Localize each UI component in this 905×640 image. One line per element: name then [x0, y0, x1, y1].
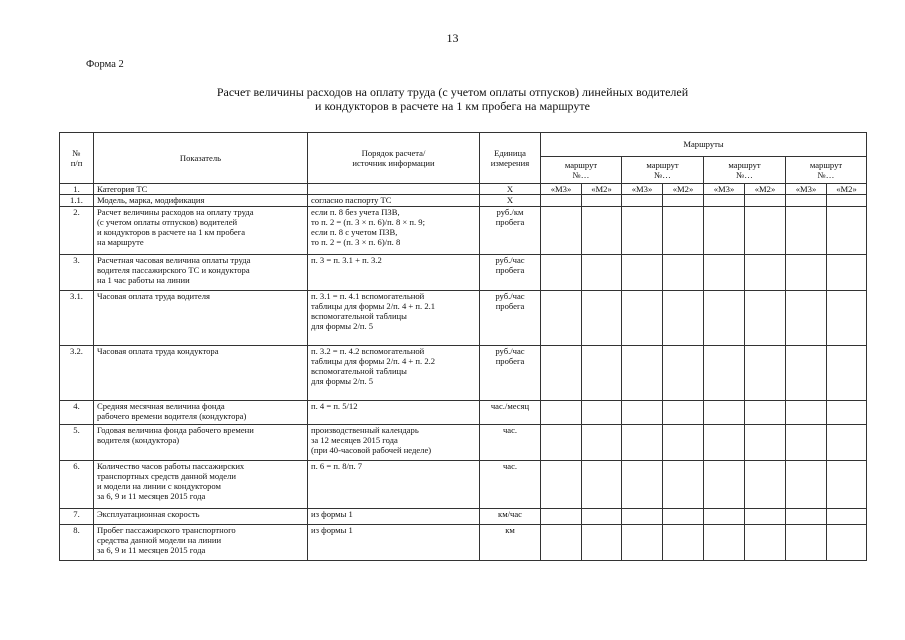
row-num-text: 5.: [73, 424, 80, 435]
route-value-cell: [663, 424, 704, 460]
table-row: [60, 400, 867, 424]
row-order-text: если п. 8 без учета ПЗВ, то п. 2 = (п. 3 × п. 6)/п. 8 × п. 9; если п. 8 с учетом ПЗВ, то п. 2 = (п. 3 × п. 6)/п. 8: [311, 206, 425, 248]
route-value-cell: [745, 206, 786, 254]
row-indicator: [94, 254, 308, 290]
route-value-cell: [582, 195, 622, 206]
route-value-cell: [663, 345, 704, 400]
row-unit: [480, 195, 541, 206]
route-value-cell: [663, 254, 704, 290]
row-num-text: 2.: [73, 206, 80, 217]
header-route-1: маршрут №…: [541, 157, 622, 184]
route-category-m3-text: «М3»: [795, 184, 817, 194]
route-value-cell: [786, 508, 827, 524]
row-num: [60, 206, 94, 254]
route-value-cell: [541, 290, 582, 345]
row-order-text: п. 3 = п. 3.1 + п. 3.2: [311, 254, 382, 265]
form-label: Форма 2: [86, 59, 124, 70]
route-category-m2: [745, 184, 786, 195]
route-value-cell: [745, 508, 786, 524]
row-num: [60, 424, 94, 460]
route-value-cell: [827, 290, 867, 345]
row-num: [60, 290, 94, 345]
route-value-cell: [541, 508, 582, 524]
row-unit-text: час.: [502, 460, 518, 471]
route-value-cell: [827, 400, 867, 424]
route-value-cell: [704, 524, 745, 560]
route-value-cell: [704, 460, 745, 508]
row-indicator-text: Модель, марка, модификация: [97, 195, 205, 206]
table-row: [60, 254, 867, 290]
row-num: [60, 508, 94, 524]
row-indicator-text: Расчет величины расходов на оплату труда (с учетом оплаты отпусков) водителей и кондукторов в расчете на 1 км пробега на маршруте: [97, 206, 254, 248]
row-indicator: [94, 400, 308, 424]
route-value-cell: [541, 524, 582, 560]
row-num-text: 3.: [73, 254, 80, 265]
row-unit-text: X: [506, 195, 514, 206]
row-indicator-text: Средняя месячная величина фонда рабочего времени водителя (кондуктора): [97, 400, 247, 421]
route-category-m3: [622, 184, 663, 195]
table-row: [60, 206, 867, 254]
row-order: [308, 345, 480, 400]
route-value-cell: [704, 195, 745, 206]
row-unit: [480, 254, 541, 290]
route-value-cell: [541, 400, 582, 424]
route-value-cell: [745, 400, 786, 424]
row-order-text: п. 4 = п. 5/12: [311, 400, 358, 411]
route-value-cell: [827, 206, 867, 254]
route-value-cell: [582, 508, 622, 524]
row-order-text: производственный календарь за 12 месяцев 2015 года (при 40-часовой рабочей неделе): [311, 424, 432, 456]
route-value-cell: [786, 460, 827, 508]
page-number: 13: [446, 31, 459, 45]
route-value-cell: [663, 290, 704, 345]
route-value-cell: [663, 206, 704, 254]
route-value-cell: [745, 345, 786, 400]
row-unit: [480, 400, 541, 424]
row-indicator: [94, 508, 308, 524]
route-value-cell: [541, 206, 582, 254]
route-value-cell: [622, 290, 663, 345]
row-unit-text: км/час: [498, 508, 522, 519]
route-value-cell: [704, 508, 745, 524]
header-order: Порядок расчета/ источник информации: [308, 133, 480, 184]
route-value-cell: [745, 290, 786, 345]
route-value-cell: [745, 424, 786, 460]
row-indicator-text: Годовая величина фонда рабочего времени водителя (кондуктора): [97, 424, 254, 445]
row-order: [308, 290, 480, 345]
row-indicator-text: Пробег пассажирского транспортного средства данной модели на линии за 6, 9 и 11 месяцев 2015 года: [97, 524, 236, 556]
table-row: [60, 524, 867, 560]
route-value-cell: [663, 400, 704, 424]
table-row: [60, 195, 867, 206]
route-value-cell: [786, 195, 827, 206]
route-value-cell: [704, 254, 745, 290]
header-unit: Единица измерения: [480, 133, 541, 184]
row-order: [308, 254, 480, 290]
row-unit-text: час./месяц: [490, 400, 530, 411]
row-order-text: п. 6 = п. 8/п. 7: [311, 460, 363, 471]
row-indicator: [94, 184, 308, 195]
row-unit: [480, 206, 541, 254]
row-indicator-text: Расчетная часовая величина оплаты труда водителя пассажирского ТС и кондуктора на 1 час работы на линии: [97, 254, 251, 286]
route-category-m2-text: «М2»: [836, 184, 857, 194]
row-num-text: 6.: [73, 460, 80, 471]
table-row: [60, 184, 867, 195]
row-unit: [480, 524, 541, 560]
row-indicator: [94, 345, 308, 400]
route-category-m2-text: «М2»: [754, 184, 776, 194]
row-order: [308, 195, 480, 206]
route-value-cell: [745, 195, 786, 206]
row-indicator-text: Количество часов работы пассажирских транспортных средств данной модели и модели на линии с кондуктором за 6, 9 и 11 месяцев 2015 года: [97, 460, 245, 502]
row-order: [308, 524, 480, 560]
row-unit: [480, 290, 541, 345]
route-category-m2: [827, 184, 867, 195]
header-num: № п/п: [60, 133, 94, 184]
row-num-text: 1.1.: [70, 195, 83, 206]
row-unit-text: руб./км пробега: [495, 206, 525, 227]
route-value-cell: [827, 195, 867, 206]
row-num: [60, 460, 94, 508]
row-num-text: 8.: [73, 524, 80, 535]
route-value-cell: [663, 195, 704, 206]
row-indicator-text: Эксплуатационная скорость: [97, 508, 200, 519]
row-order: [308, 400, 480, 424]
row-order: [308, 184, 480, 195]
route-value-cell: [786, 254, 827, 290]
route-value-cell: [786, 345, 827, 400]
row-num-text: 4.: [73, 400, 80, 411]
header-route-3: маршрут №…: [704, 157, 786, 184]
route-category-m3-text: «М3»: [550, 184, 572, 194]
route-category-m3-text: «М3»: [713, 184, 735, 194]
route-value-cell: [622, 206, 663, 254]
route-value-cell: [786, 424, 827, 460]
row-indicator: [94, 195, 308, 206]
header-route-4: маршрут №…: [786, 157, 867, 184]
row-num: [60, 400, 94, 424]
row-unit: [480, 345, 541, 400]
route-value-cell: [582, 206, 622, 254]
table-row: [60, 290, 867, 345]
route-category-m3: [786, 184, 827, 195]
row-unit-text: км: [505, 524, 515, 535]
row-indicator: [94, 460, 308, 508]
route-value-cell: [582, 400, 622, 424]
header-route-2: маршрут №…: [622, 157, 704, 184]
route-value-cell: [745, 460, 786, 508]
route-value-cell: [582, 254, 622, 290]
route-value-cell: [582, 524, 622, 560]
row-order-text: из формы 1: [311, 508, 353, 519]
row-num-text: 3.2.: [70, 345, 83, 356]
row-unit-text: час.: [502, 424, 518, 435]
title-line-1: Расчет величины расходов на оплату труда (с учетом оплаты отпусков) линейных водителей: [216, 85, 689, 99]
row-num-text: 3.1.: [70, 290, 83, 301]
route-value-cell: [582, 290, 622, 345]
route-category-m2: [663, 184, 704, 195]
route-value-cell: [622, 508, 663, 524]
route-value-cell: [541, 195, 582, 206]
row-unit: [480, 508, 541, 524]
route-value-cell: [541, 424, 582, 460]
route-value-cell: [745, 524, 786, 560]
route-value-cell: [704, 206, 745, 254]
route-value-cell: [704, 400, 745, 424]
route-category-m2-text: «М2»: [672, 184, 694, 194]
table-body: [60, 184, 867, 561]
route-value-cell: [786, 206, 827, 254]
row-order: [308, 508, 480, 524]
row-order: [308, 424, 480, 460]
table-row: [60, 508, 867, 524]
row-indicator: [94, 290, 308, 345]
calculation-table: [59, 132, 867, 561]
row-order-text: из формы 1: [311, 524, 353, 535]
route-value-cell: [663, 460, 704, 508]
route-value-cell: [622, 460, 663, 508]
row-order-text: согласно паспорту ТС: [311, 195, 392, 206]
route-value-cell: [827, 524, 867, 560]
row-num-text: 7.: [73, 508, 80, 519]
route-value-cell: [582, 460, 622, 508]
row-unit-text: руб./час пробега: [495, 290, 525, 311]
page-title: [0, 85, 905, 113]
route-value-cell: [582, 424, 622, 460]
route-value-cell: [663, 524, 704, 560]
route-category-m3: [541, 184, 582, 195]
route-value-cell: [786, 290, 827, 345]
table-row: [60, 460, 867, 508]
table-row: [60, 345, 867, 400]
row-num-text: 1.: [73, 184, 80, 194]
route-value-cell: [827, 345, 867, 400]
route-category-m2: [582, 184, 622, 195]
row-unit: [480, 460, 541, 508]
route-category-m2-text: «М2»: [591, 184, 612, 194]
route-value-cell: [541, 460, 582, 508]
route-value-cell: [827, 508, 867, 524]
route-value-cell: [622, 400, 663, 424]
row-unit-text: руб./час пробега: [495, 254, 525, 275]
header-indicator: Показатель: [94, 133, 308, 184]
row-num: [60, 345, 94, 400]
row-order: [308, 206, 480, 254]
row-unit-text: руб./час пробега: [495, 345, 525, 366]
route-value-cell: [704, 345, 745, 400]
title-line-2: и кондукторов в расчете на 1 км пробега на маршруте: [315, 99, 590, 113]
row-indicator-text: Часовая оплата труда водителя: [97, 290, 210, 301]
row-num: [60, 254, 94, 290]
route-value-cell: [786, 400, 827, 424]
row-indicator: [94, 206, 308, 254]
route-value-cell: [582, 345, 622, 400]
header-routes: Маршруты: [541, 133, 867, 157]
route-value-cell: [622, 345, 663, 400]
route-value-cell: [663, 508, 704, 524]
route-category-m3-text: «М3»: [631, 184, 653, 194]
row-unit: [480, 424, 541, 460]
row-unit-text: X: [506, 184, 514, 194]
row-order-text: п. 3.2 = п. 4.2 вспомогательной таблицы для формы 2/п. 4 + п. 2.2 вспомогательной таблицы для формы 2/п. 5: [311, 345, 436, 387]
route-value-cell: [786, 524, 827, 560]
row-unit: [480, 184, 541, 195]
route-value-cell: [622, 195, 663, 206]
table-row: [60, 424, 867, 460]
row-num: [60, 184, 94, 195]
row-order: [308, 460, 480, 508]
route-value-cell: [827, 460, 867, 508]
row-indicator: [94, 424, 308, 460]
row-num: [60, 195, 94, 206]
row-indicator-text: Категория ТС: [97, 184, 148, 194]
route-value-cell: [541, 254, 582, 290]
row-indicator: [94, 524, 308, 560]
route-value-cell: [622, 424, 663, 460]
route-value-cell: [745, 254, 786, 290]
route-value-cell: [827, 254, 867, 290]
route-value-cell: [704, 290, 745, 345]
route-value-cell: [827, 424, 867, 460]
route-value-cell: [622, 254, 663, 290]
route-category-m3: [704, 184, 745, 195]
route-value-cell: [541, 345, 582, 400]
row-indicator-text: Часовая оплата труда кондуктора: [97, 345, 219, 356]
row-num: [60, 524, 94, 560]
route-value-cell: [622, 524, 663, 560]
row-order-text: п. 3.1 = п. 4.1 вспомогательной таблицы для формы 2/п. 4 + п. 2.1 вспомогательной таблицы для формы 2/п. 5: [311, 290, 436, 332]
route-value-cell: [704, 424, 745, 460]
